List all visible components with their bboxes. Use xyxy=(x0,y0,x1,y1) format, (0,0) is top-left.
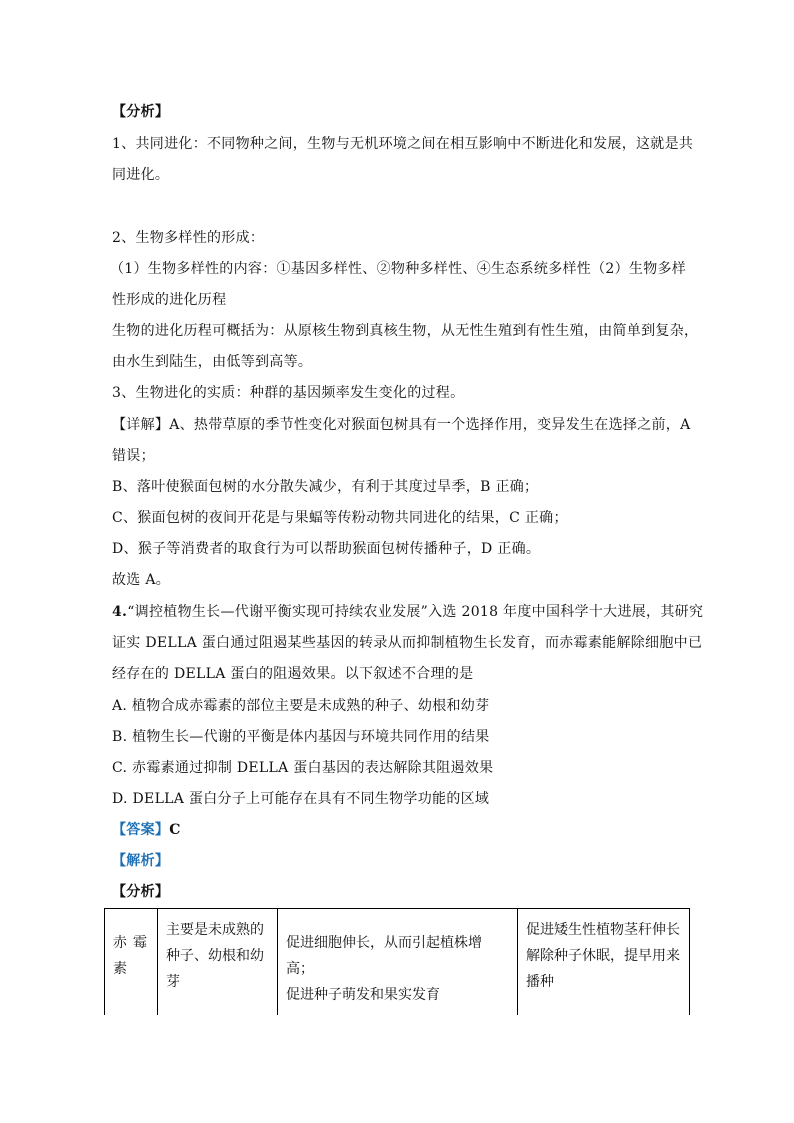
question-text: “调控植物生长—代谢平衡实现可持续农业发展”入选 2018 年度中国科学十大进展，其研究 xyxy=(127,604,704,620)
analysis-heading: 【分析】 xyxy=(112,884,170,900)
table-cell-site xyxy=(158,909,278,1015)
paragraph-line: 1、共同进化：不同物种之间，生物与无机环境之间在相互影响中不断进化和发展，这就是共 xyxy=(112,136,694,152)
answer-tag: 【答案】 xyxy=(112,822,170,838)
table-text: 芽 xyxy=(166,974,180,990)
analysis-heading: 【分析】 xyxy=(112,104,170,120)
paragraph-line: 同进化。 xyxy=(112,167,170,183)
detail-line: D、猴子等消费者的取食行为可以帮助猴面包树传播种子，D 正确。 xyxy=(112,541,541,557)
answer-value: C xyxy=(169,822,181,838)
hormone-table xyxy=(104,908,690,1015)
paragraph-line: 3、生物进化的实质：种群的基因频率发生变化的过程。 xyxy=(112,385,465,401)
table-text: 促进种子萌发和果实发育 xyxy=(286,987,440,1003)
paragraph-line: （1）生物多样性的内容：①基因多样性、②物种多样性、④生态系统多样性（2）生物多样 xyxy=(110,261,687,277)
detail-line: B、落叶使猴面包树的水分散失减少，有利于其度过旱季，B 正确； xyxy=(112,479,539,495)
detail-line: 错误； xyxy=(112,448,155,464)
table-cell-name xyxy=(105,909,158,1015)
detail-line: C、猴面包树的夜间开花是与果蝠等传粉动物共同进化的结果，C 正确； xyxy=(112,510,568,526)
question-number: 4. xyxy=(112,604,128,620)
option-d: D. DELLA 蛋白分子上可能存在具有不同生物学功能的区域 xyxy=(112,791,490,807)
question-line: 经存在的 DELLA 蛋白的阻遏效果。以下叙述不合理的是 xyxy=(112,666,474,682)
conclusion-line: 故选 A。 xyxy=(112,572,171,588)
detail-line: 【详解】A、热带草原的季节性变化对猴面包树具有一个选择作用，变异发生在选择之前，A xyxy=(112,417,691,433)
table-cell-application xyxy=(518,909,690,1015)
question-line: 证实 DELLA 蛋白通过阻遏某些基因的转录从而抑制植物生长发育，而赤霉素能解除细胞中已 xyxy=(112,635,703,651)
table-text: 促进矮生性植物茎秆伸长 xyxy=(526,922,680,938)
option-b: B. 植物生长—代谢的平衡是体内基因与环境共同作用的结果 xyxy=(112,729,490,745)
paragraph-line: 性形成的进化历程 xyxy=(112,292,227,308)
answer-line xyxy=(112,820,181,840)
table-text: 解除种子休眠，提早用来 xyxy=(526,948,680,964)
option-c: C. 赤霉素通过抑制 DELLA 蛋白基因的表达解除其阻遏效果 xyxy=(112,760,494,776)
paragraph-line: 由水生到陆生，由低等到高等。 xyxy=(112,354,313,370)
explain-tag: 【解析】 xyxy=(112,853,170,869)
table-text: 主要是未成熟的 xyxy=(166,922,264,938)
table-cell-function xyxy=(278,909,518,1015)
table-text: 播种 xyxy=(526,974,554,990)
table-text: 促进细胞伸长，从而引起植株增高； xyxy=(286,935,482,977)
question-line xyxy=(112,602,703,622)
table-name-text: 赤霉素 xyxy=(113,935,153,977)
paragraph-line: 生物的进化历程可概括为：从原核生物到真核生物，从无性生殖到有性生殖，由简单到复杂， xyxy=(112,323,699,339)
table-text: 种子、幼根和幼 xyxy=(166,948,264,964)
option-a: A. 植物合成赤霉素的部位主要是未成熟的种子、幼根和幼芽 xyxy=(112,698,490,714)
paragraph-line: 2、生物多样性的形成： xyxy=(112,230,265,246)
